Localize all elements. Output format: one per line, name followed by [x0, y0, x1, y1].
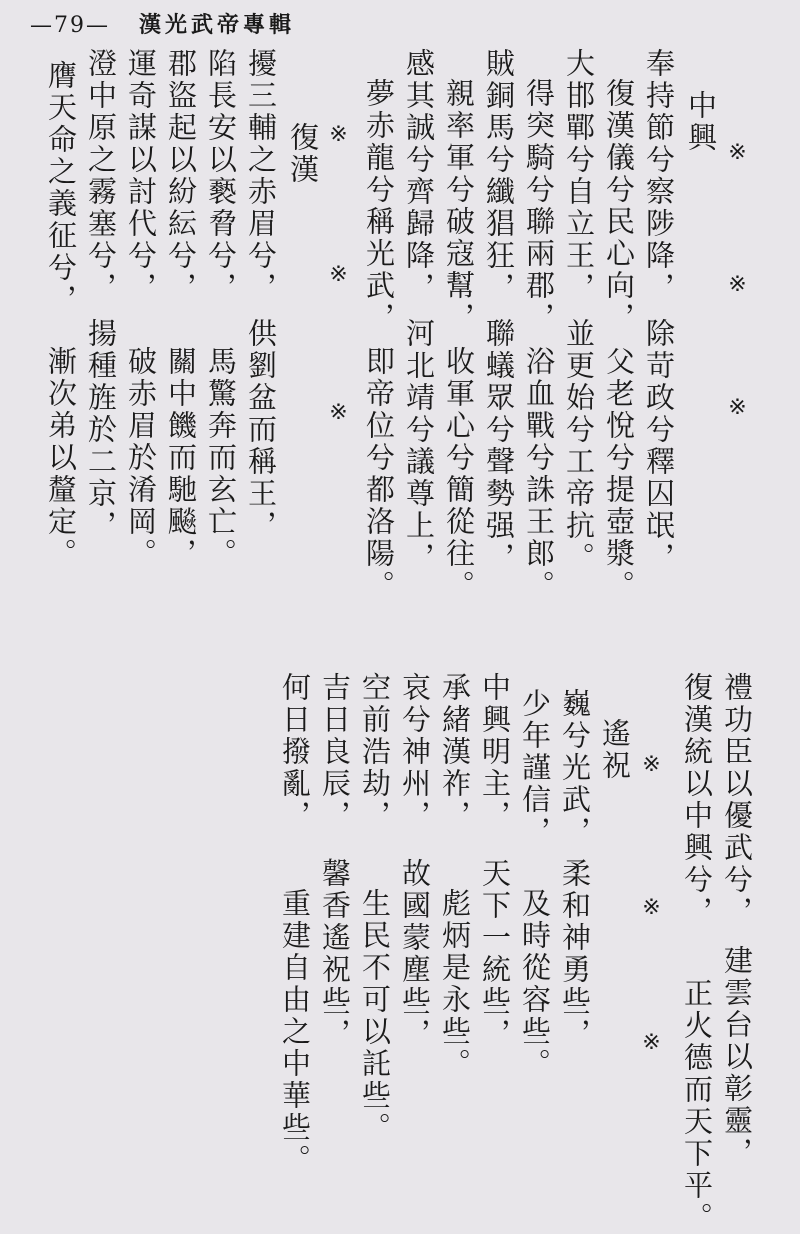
verse-line: 父老悅兮提壺漿。 — [602, 346, 636, 602]
verse-line: 柔和神勇些， — [558, 858, 592, 1050]
verse-line: 復漢統以中興兮， — [680, 672, 714, 928]
verse-line: 供劉盆而稱王， — [244, 318, 278, 542]
verse-line: 彪炳是永些。 — [438, 888, 472, 1080]
verse-line: 親率軍兮破寇幫， — [442, 78, 476, 334]
verse-line: 正火德而天下平。 — [680, 978, 714, 1234]
verse-line: 漸次弟以釐定。 — [44, 346, 78, 570]
verse-line: 關中饑而馳飈， — [164, 346, 198, 570]
verse-line: 揚種旌於二京， — [84, 318, 118, 542]
verse-line: 承緒漢祚， — [438, 672, 472, 832]
verse-line: 郡盜起以紛紜兮， — [164, 48, 198, 304]
verse-line: 復漢儀兮民心向， — [602, 78, 636, 334]
verse-line: 聯蟻眾兮聲勢强， — [482, 318, 516, 574]
separator-mark: ※ — [725, 395, 750, 423]
verse-line: 禮功臣以優武兮， — [720, 672, 754, 928]
verse-line: 中興明主， — [478, 672, 512, 832]
verse-line: 即帝位兮都洛陽。 — [362, 346, 396, 602]
verse-line: 賊銅馬兮纖猖狂， — [482, 48, 516, 304]
verse-line: 生民不可以託些。 — [358, 888, 392, 1144]
verse-line: 收軍心兮簡從往。 — [442, 346, 476, 602]
verse-line: 馨香遙祝些， — [318, 858, 352, 1050]
verse-line: 建雲台以彰靈， — [720, 945, 754, 1169]
verse-line: 浴血戰兮誅王郎。 — [522, 346, 556, 602]
verse-line: 奉持節兮察陟降， — [642, 48, 676, 304]
separator-mark: ※ — [639, 752, 664, 780]
verse-line: 陷長安以褻脅兮， — [204, 48, 238, 304]
verse-line: 河北靖兮議尊上， — [402, 318, 436, 574]
verse-line: 馬驚奔而玄亡。 — [204, 346, 238, 570]
verse-line: 故國蒙塵些， — [398, 858, 432, 1050]
verse-line: 擾三輔之赤眉兮， — [244, 48, 278, 304]
verse-line: 巍兮光武， — [558, 688, 592, 848]
page-header — [30, 8, 295, 39]
section-heading: 中興 — [684, 90, 718, 154]
verse-line: 破赤眉於淆岡。 — [124, 346, 158, 570]
separator-mark: ※ — [725, 140, 750, 168]
verse-line: 得突騎兮聯兩郡， — [522, 78, 556, 334]
verse-line: 並更始兮工帝抗。 — [562, 318, 596, 574]
verse-line: 空前浩劫， — [358, 672, 392, 832]
page-title: 漢光武帝專輯 — [139, 12, 296, 38]
section-heading: 復漢 — [286, 122, 320, 186]
verse-line: 大邯鄲兮自立王， — [562, 48, 596, 304]
separator-mark: ※ — [326, 122, 351, 150]
verse-line: 何日撥亂， — [278, 672, 312, 832]
verse-line: 哀兮神州， — [398, 672, 432, 832]
verse-line: 感其誠兮齊歸降， — [402, 48, 436, 304]
verse-line: 吉日良辰， — [318, 672, 352, 832]
verse-line: 運奇謀以討代兮， — [124, 48, 158, 304]
verse-line: 除苛政兮釋囚氓， — [642, 318, 676, 574]
separator-mark: ※ — [639, 1030, 664, 1058]
section-heading: 遙祝 — [598, 718, 632, 782]
verse-line: 及時從容些。 — [518, 888, 552, 1080]
verse-line: 澄中原之霧塞兮， — [84, 48, 118, 304]
separator-mark: ※ — [326, 262, 351, 290]
separator-mark: ※ — [725, 272, 750, 300]
verse-line: 膺天命之義征兮， — [44, 60, 78, 316]
verse-line: 夢赤龍兮稱光武， — [362, 78, 396, 334]
verse-line: 重建自由之中華些。 — [278, 888, 312, 1176]
separator-mark: ※ — [639, 895, 664, 923]
separator-mark: ※ — [326, 400, 351, 428]
verse-line: 少年謹信， — [518, 688, 552, 848]
verse-line: 天下一統些， — [478, 858, 512, 1050]
page-number: —79— — [30, 13, 110, 38]
